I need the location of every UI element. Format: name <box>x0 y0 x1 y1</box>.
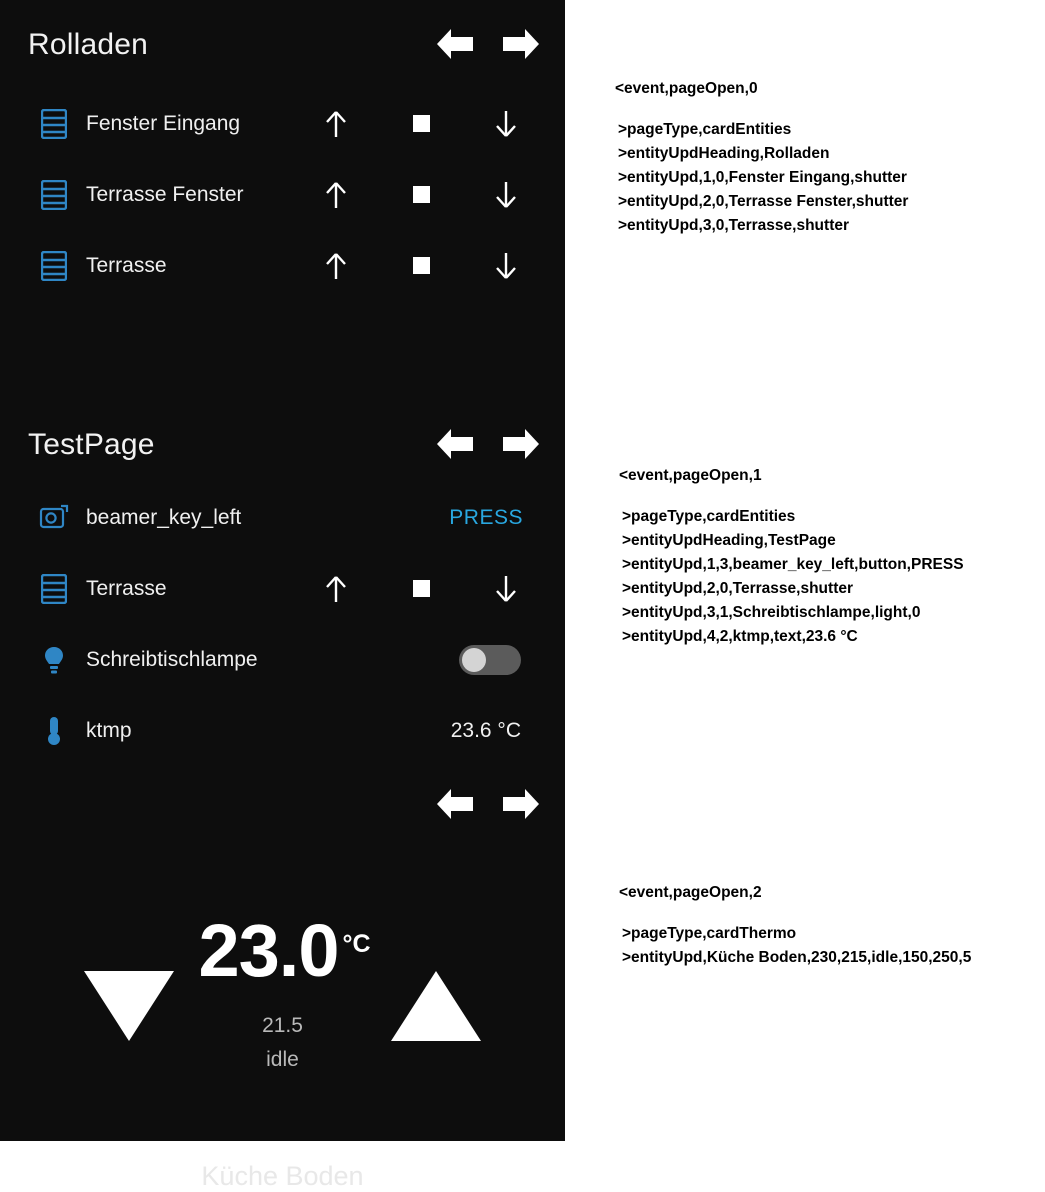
shutter-controls <box>315 103 527 145</box>
shutter-icon <box>22 180 86 210</box>
current-temperature <box>0 908 565 993</box>
press-button[interactable]: PRESS <box>449 505 523 529</box>
log-line: >pageType,cardThermo <box>622 925 797 942</box>
thermometer-icon <box>22 715 86 747</box>
projector-icon <box>22 503 86 533</box>
page-navigation <box>433 27 543 61</box>
arrow-up-icon[interactable] <box>315 174 357 216</box>
log-line: >entityUpdHeading,TestPage <box>622 532 836 550</box>
arrow-left-icon[interactable] <box>433 787 475 821</box>
arrow-up-icon[interactable] <box>315 568 357 610</box>
entity-label: ktmp <box>86 718 132 742</box>
stop-square-icon[interactable] <box>400 245 442 287</box>
card-header <box>0 760 565 836</box>
arrow-right-icon[interactable] <box>501 787 543 821</box>
log-line: >entityUpd,3,1,Schreibtischlampe,light,0 <box>622 604 921 622</box>
entity-label: Fenster Eingang <box>86 111 241 135</box>
entity-label: Terrasse <box>86 576 167 600</box>
arrow-right-icon[interactable] <box>501 427 543 461</box>
page-navigation <box>433 427 543 461</box>
arrow-up-icon[interactable] <box>315 103 357 145</box>
card-header <box>0 0 565 76</box>
current-temperature-value: 23.0 <box>198 909 339 992</box>
log-line: >entityUpd,1,3,beamer_key_left,button,PRESS <box>622 556 964 574</box>
log-block <box>619 467 964 649</box>
arrow-right-icon[interactable] <box>501 27 543 61</box>
table-row[interactable] <box>0 230 565 301</box>
log-line: >pageType,cardEntities <box>618 121 792 138</box>
page-title: TestPage <box>28 428 155 461</box>
log-event: <event,pageOpen,2 <box>619 884 762 901</box>
card-thermo <box>0 760 565 1191</box>
log-line: >entityUpd,2,0,Terrasse,shutter <box>622 580 854 598</box>
log-line: >entityUpd,4,2,ktmp,text,23.6 °C <box>622 628 858 646</box>
table-row[interactable] <box>0 159 565 230</box>
shutter-controls <box>315 174 527 216</box>
card-header <box>0 400 565 476</box>
log-line: >pageType,cardEntities <box>622 508 796 525</box>
target-temperature: 21.5 <box>262 1014 303 1037</box>
page-title: Rolladen <box>28 28 149 61</box>
entity-label: beamer_key_left <box>86 505 242 529</box>
table-row[interactable] <box>0 695 565 766</box>
table-row[interactable] <box>0 482 565 553</box>
card-entities-rolladen <box>0 0 565 400</box>
bulb-icon <box>22 645 86 675</box>
temperature-unit: °C <box>342 929 371 958</box>
table-row[interactable] <box>0 624 565 695</box>
shutter-controls <box>315 568 527 610</box>
light-toggle[interactable] <box>459 645 521 675</box>
status-badge: idle <box>266 1048 299 1071</box>
stop-square-icon[interactable] <box>400 568 442 610</box>
log-line: >entityUpdHeading,Rolladen <box>618 145 830 163</box>
table-row[interactable] <box>0 88 565 159</box>
table-row[interactable] <box>0 553 565 624</box>
shutter-controls <box>315 245 527 287</box>
arrow-up-icon[interactable] <box>315 245 357 287</box>
log-event: <event,pageOpen,0 <box>615 80 758 97</box>
entity-label: Terrasse <box>86 253 167 277</box>
log-block <box>619 884 971 970</box>
shutter-icon <box>22 251 86 281</box>
thermostat-body <box>0 836 565 1191</box>
toggle-knob <box>462 648 486 672</box>
stop-square-icon[interactable] <box>400 174 442 216</box>
entity-label: Terrasse Fenster <box>86 182 244 206</box>
arrow-left-icon[interactable] <box>433 27 475 61</box>
log-block <box>615 80 908 238</box>
entity-row-list <box>0 88 565 301</box>
thermostat-name: Küche Boden <box>201 1161 364 1191</box>
arrow-down-icon[interactable] <box>485 103 527 145</box>
shutter-icon <box>22 574 86 604</box>
entity-label: Schreibtischlampe <box>86 647 258 671</box>
log-line: >entityUpd,Küche Boden,230,215,idle,150,250,5 <box>622 949 972 967</box>
page-navigation <box>433 787 543 821</box>
card-entities-testpage <box>0 400 565 760</box>
arrow-down-icon[interactable] <box>485 245 527 287</box>
shutter-icon <box>22 109 86 139</box>
arrow-left-icon[interactable] <box>433 427 475 461</box>
arrow-down-icon[interactable] <box>485 174 527 216</box>
log-panel <box>565 0 1045 1141</box>
log-line: >entityUpd,3,0,Terrasse,shutter <box>618 217 850 235</box>
log-line: >entityUpd,1,0,Fenster Eingang,shutter <box>618 169 907 187</box>
entity-row-list <box>0 482 565 766</box>
entity-value: 23.6 °C <box>450 718 521 742</box>
log-line: >entityUpd,2,0,Terrasse Fenster,shutter <box>618 193 909 211</box>
arrow-down-icon[interactable] <box>485 568 527 610</box>
stop-square-icon[interactable] <box>400 103 442 145</box>
log-event: <event,pageOpen,1 <box>619 467 762 484</box>
